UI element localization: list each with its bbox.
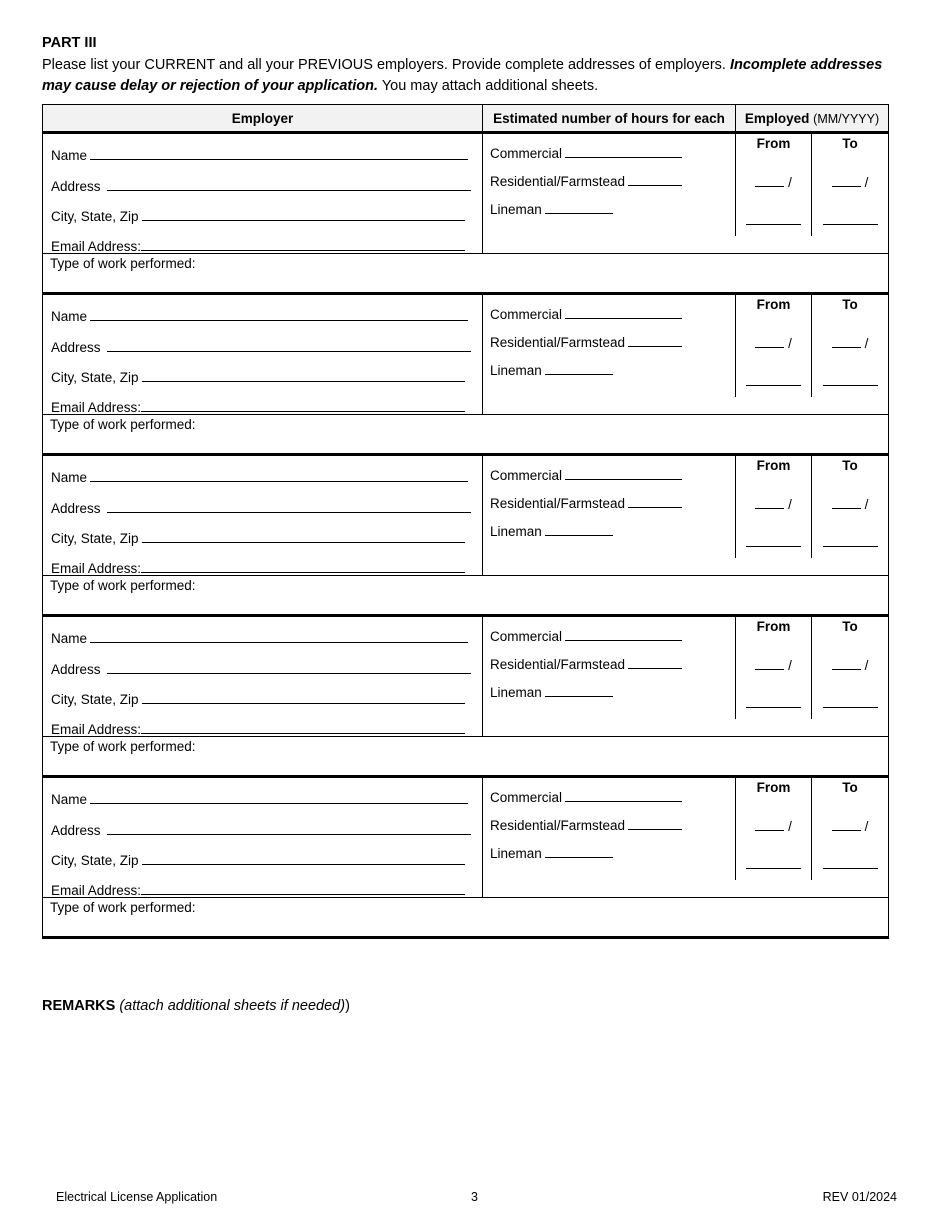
residential-hours-field[interactable] — [628, 817, 682, 830]
commercial-label: Commercial — [490, 629, 563, 644]
header-employed — [736, 105, 889, 133]
footer-revision: REV 01/2024 — [822, 1190, 897, 1204]
address-label: Address — [51, 501, 101, 516]
from-year-field[interactable] — [736, 695, 811, 711]
employer-name-line — [51, 147, 468, 163]
city-label: City, State, Zip — [51, 531, 139, 546]
employer-address-line — [51, 822, 471, 838]
employer-info-cell — [43, 294, 483, 415]
type-of-work-cell[interactable] — [43, 415, 889, 455]
from-year-field[interactable] — [736, 212, 811, 228]
lineman-label: Lineman — [490, 685, 542, 700]
employer-email-line — [51, 399, 465, 415]
remarks-close-paren: ) — [345, 998, 350, 1014]
instructions-emphasis: Incomplete addresses may cause delay or rejection of your application. — [42, 57, 883, 94]
type-of-work-label: Type of work performed: — [50, 256, 196, 271]
commercial-hours-field[interactable] — [565, 306, 682, 319]
residential-label: Residential/Farmstead — [490, 174, 626, 189]
employer-info-cell — [43, 455, 483, 576]
to-label: To — [842, 136, 858, 151]
to-date-cell — [812, 133, 889, 236]
from-month-field[interactable] — [736, 657, 811, 673]
from-date-cell — [736, 294, 812, 397]
employer-address-line — [51, 339, 471, 355]
employer-email-field[interactable] — [141, 721, 465, 734]
employer-address-field[interactable] — [107, 822, 471, 835]
employer-city-line — [51, 369, 465, 385]
part-title: PART III — [42, 35, 97, 51]
from-year-field[interactable] — [736, 373, 811, 389]
to-label: To — [842, 780, 858, 795]
email-label: Email Address: — [51, 883, 142, 898]
employer-address-line — [51, 500, 471, 516]
lineman-hours-field[interactable] — [545, 523, 613, 536]
employer-address-field[interactable] — [107, 661, 471, 674]
residential-label: Residential/Farmstead — [490, 335, 626, 350]
employer-email-line — [51, 238, 465, 254]
from-slash: / — [788, 497, 792, 512]
name-label: Name — [51, 148, 88, 163]
residential-label: Residential/Farmstead — [490, 657, 626, 672]
to-month-field[interactable] — [812, 174, 888, 190]
employer-email-field[interactable] — [141, 560, 465, 573]
commercial-line — [490, 789, 682, 805]
residential-label: Residential/Farmstead — [490, 818, 626, 833]
address-label: Address — [51, 340, 101, 355]
city-label: City, State, Zip — [51, 209, 139, 224]
name-label: Name — [51, 792, 88, 807]
employer-city-field[interactable] — [142, 208, 465, 221]
blank-cell — [483, 558, 889, 576]
employer-city-field[interactable] — [142, 369, 465, 382]
residential-line — [490, 173, 682, 189]
instructions — [42, 55, 902, 97]
lineman-line — [490, 845, 613, 861]
hours-cell — [483, 133, 736, 236]
commercial-line — [490, 628, 682, 644]
remarks-heading — [42, 998, 350, 1014]
employer-name-field[interactable] — [90, 469, 468, 482]
lineman-label: Lineman — [490, 524, 542, 539]
from-slash: / — [788, 175, 792, 190]
residential-hours-field[interactable] — [628, 495, 682, 508]
type-of-work-cell[interactable] — [43, 737, 889, 777]
lineman-label: Lineman — [490, 846, 542, 861]
lineman-hours-field[interactable] — [545, 201, 613, 214]
from-year-field[interactable] — [736, 534, 811, 550]
to-slash: / — [864, 336, 869, 351]
type-of-work-label: Type of work performed: — [50, 417, 196, 432]
from-label: From — [756, 780, 791, 795]
employer-city-line — [51, 208, 465, 224]
lineman-line — [490, 362, 613, 378]
lineman-hours-field[interactable] — [545, 362, 613, 375]
blank-cell — [483, 880, 889, 898]
to-date-cell — [812, 616, 889, 719]
commercial-line — [490, 145, 682, 161]
email-label: Email Address: — [51, 722, 142, 737]
commercial-label: Commercial — [490, 468, 563, 483]
city-label: City, State, Zip — [51, 853, 139, 868]
commercial-label: Commercial — [490, 790, 563, 805]
to-slash: / — [864, 497, 869, 512]
email-label: Email Address: — [51, 561, 142, 576]
to-date-cell — [812, 777, 889, 880]
to-label: To — [842, 619, 858, 634]
to-month-field[interactable] — [812, 657, 888, 673]
lineman-line — [490, 684, 613, 700]
employer-city-field[interactable] — [142, 691, 465, 704]
to-month-field[interactable] — [812, 496, 888, 512]
to-label: To — [842, 458, 858, 473]
lineman-hours-field[interactable] — [545, 845, 613, 858]
instructions-tail: You may attach additional sheets. — [381, 78, 599, 94]
lineman-label: Lineman — [490, 202, 542, 217]
commercial-line — [490, 467, 682, 483]
employer-info-cell — [43, 616, 483, 737]
to-year-field[interactable] — [812, 534, 888, 550]
to-date-cell — [812, 294, 889, 397]
commercial-line — [490, 306, 682, 322]
to-label: To — [842, 297, 858, 312]
commercial-hours-field[interactable] — [565, 467, 682, 480]
from-slash: / — [788, 658, 792, 673]
residential-hours-field[interactable] — [628, 334, 682, 347]
type-of-work-label: Type of work performed: — [50, 900, 196, 915]
email-label: Email Address: — [51, 239, 142, 254]
type-of-work-cell[interactable] — [43, 576, 889, 616]
from-date-cell — [736, 133, 812, 236]
employer-info-cell — [43, 777, 483, 898]
employer-address-field[interactable] — [107, 178, 471, 191]
name-label: Name — [51, 309, 88, 324]
remarks-note: (attach additional sheets if needed) — [119, 998, 346, 1014]
hours-cell — [483, 616, 736, 719]
city-label: City, State, Zip — [51, 370, 139, 385]
name-label: Name — [51, 631, 88, 646]
from-month-field[interactable] — [736, 496, 811, 512]
residential-line — [490, 817, 682, 833]
footer-form-name: Electrical License Application — [56, 1190, 218, 1204]
remarks-title: REMARKS — [42, 998, 116, 1014]
from-date-cell — [736, 455, 812, 558]
employer-email-field[interactable] — [141, 238, 465, 251]
commercial-label: Commercial — [490, 307, 563, 322]
residential-line — [490, 656, 682, 672]
to-month-field[interactable] — [812, 335, 888, 351]
type-of-work-cell[interactable] — [43, 254, 889, 294]
from-label: From — [756, 136, 791, 151]
employer-name-line — [51, 791, 468, 807]
employer-email-line — [51, 721, 465, 737]
employer-city-field[interactable] — [142, 852, 465, 865]
from-month-field[interactable] — [736, 174, 811, 190]
header-employed-label: Employed — [744, 110, 810, 126]
to-year-field[interactable] — [812, 212, 888, 228]
city-label: City, State, Zip — [51, 692, 139, 707]
employer-name-line — [51, 469, 468, 485]
address-label: Address — [51, 823, 101, 838]
to-year-field[interactable] — [812, 856, 888, 872]
name-label: Name — [51, 470, 88, 485]
commercial-hours-field[interactable] — [565, 628, 682, 641]
employer-name-field[interactable] — [90, 308, 468, 321]
blank-cell — [483, 397, 889, 415]
to-slash: / — [864, 658, 869, 673]
employer-address-field[interactable] — [107, 500, 471, 513]
lineman-label: Lineman — [490, 363, 542, 378]
employer-name-field[interactable] — [90, 630, 468, 643]
to-month-field[interactable] — [812, 818, 888, 834]
email-label: Email Address: — [51, 400, 142, 415]
residential-label: Residential/Farmstead — [490, 496, 626, 511]
residential-hours-field[interactable] — [628, 173, 682, 186]
employer-address-line — [51, 178, 471, 194]
type-of-work-label: Type of work performed: — [50, 578, 196, 593]
lineman-hours-field[interactable] — [545, 684, 613, 697]
employer-address-line — [51, 661, 471, 677]
type-of-work-label: Type of work performed: — [50, 739, 196, 754]
commercial-label: Commercial — [490, 146, 563, 161]
employer-name-field[interactable] — [90, 791, 468, 804]
lineman-line — [490, 523, 613, 539]
from-year-field[interactable] — [736, 856, 811, 872]
employer-name-field[interactable] — [90, 147, 468, 160]
employer-name-line — [51, 630, 468, 646]
residential-hours-field[interactable] — [628, 656, 682, 669]
residential-line — [490, 495, 682, 511]
address-label: Address — [51, 179, 101, 194]
from-month-field[interactable] — [736, 335, 811, 351]
blank-cell — [483, 719, 889, 737]
from-label: From — [756, 458, 791, 473]
lineman-line — [490, 201, 613, 217]
to-year-field[interactable] — [812, 695, 888, 711]
employer-email-line — [51, 560, 465, 576]
employer-email-line — [51, 882, 465, 898]
to-date-cell — [812, 455, 889, 558]
to-year-field[interactable] — [812, 373, 888, 389]
employer-info-cell — [43, 133, 483, 254]
blank-cell — [483, 236, 889, 254]
employer-city-field[interactable] — [142, 530, 465, 543]
instructions-plain: Please list your CURRENT and all your PREVIOUS employers. Provide complete addresses of employers. — [42, 57, 726, 73]
from-slash: / — [788, 336, 792, 351]
footer-page-number: 3 — [471, 1190, 478, 1204]
header-employer: Employer — [43, 105, 483, 133]
from-slash: / — [788, 819, 792, 834]
residential-line — [490, 334, 682, 350]
commercial-hours-field[interactable] — [565, 789, 682, 802]
employer-address-field[interactable] — [107, 339, 471, 352]
from-label: From — [756, 619, 791, 634]
from-label: From — [756, 297, 791, 312]
type-of-work-cell[interactable] — [43, 898, 889, 938]
employer-email-field[interactable] — [141, 882, 465, 895]
header-hours: Estimated number of hours for each — [483, 105, 736, 133]
employer-city-line — [51, 530, 465, 546]
address-label: Address — [51, 662, 101, 677]
header-employed-format: (MM/YYYY) — [813, 111, 880, 126]
from-date-cell — [736, 616, 812, 719]
employer-city-line — [51, 691, 465, 707]
to-slash: / — [864, 175, 869, 190]
from-month-field[interactable] — [736, 818, 811, 834]
commercial-hours-field[interactable] — [565, 145, 682, 158]
employer-table — [42, 104, 889, 939]
hours-cell — [483, 777, 736, 880]
from-date-cell — [736, 777, 812, 880]
employer-city-line — [51, 852, 465, 868]
employer-email-field[interactable] — [141, 399, 465, 412]
hours-cell — [483, 294, 736, 397]
employer-name-line — [51, 308, 468, 324]
hours-cell — [483, 455, 736, 558]
to-slash: / — [864, 819, 869, 834]
